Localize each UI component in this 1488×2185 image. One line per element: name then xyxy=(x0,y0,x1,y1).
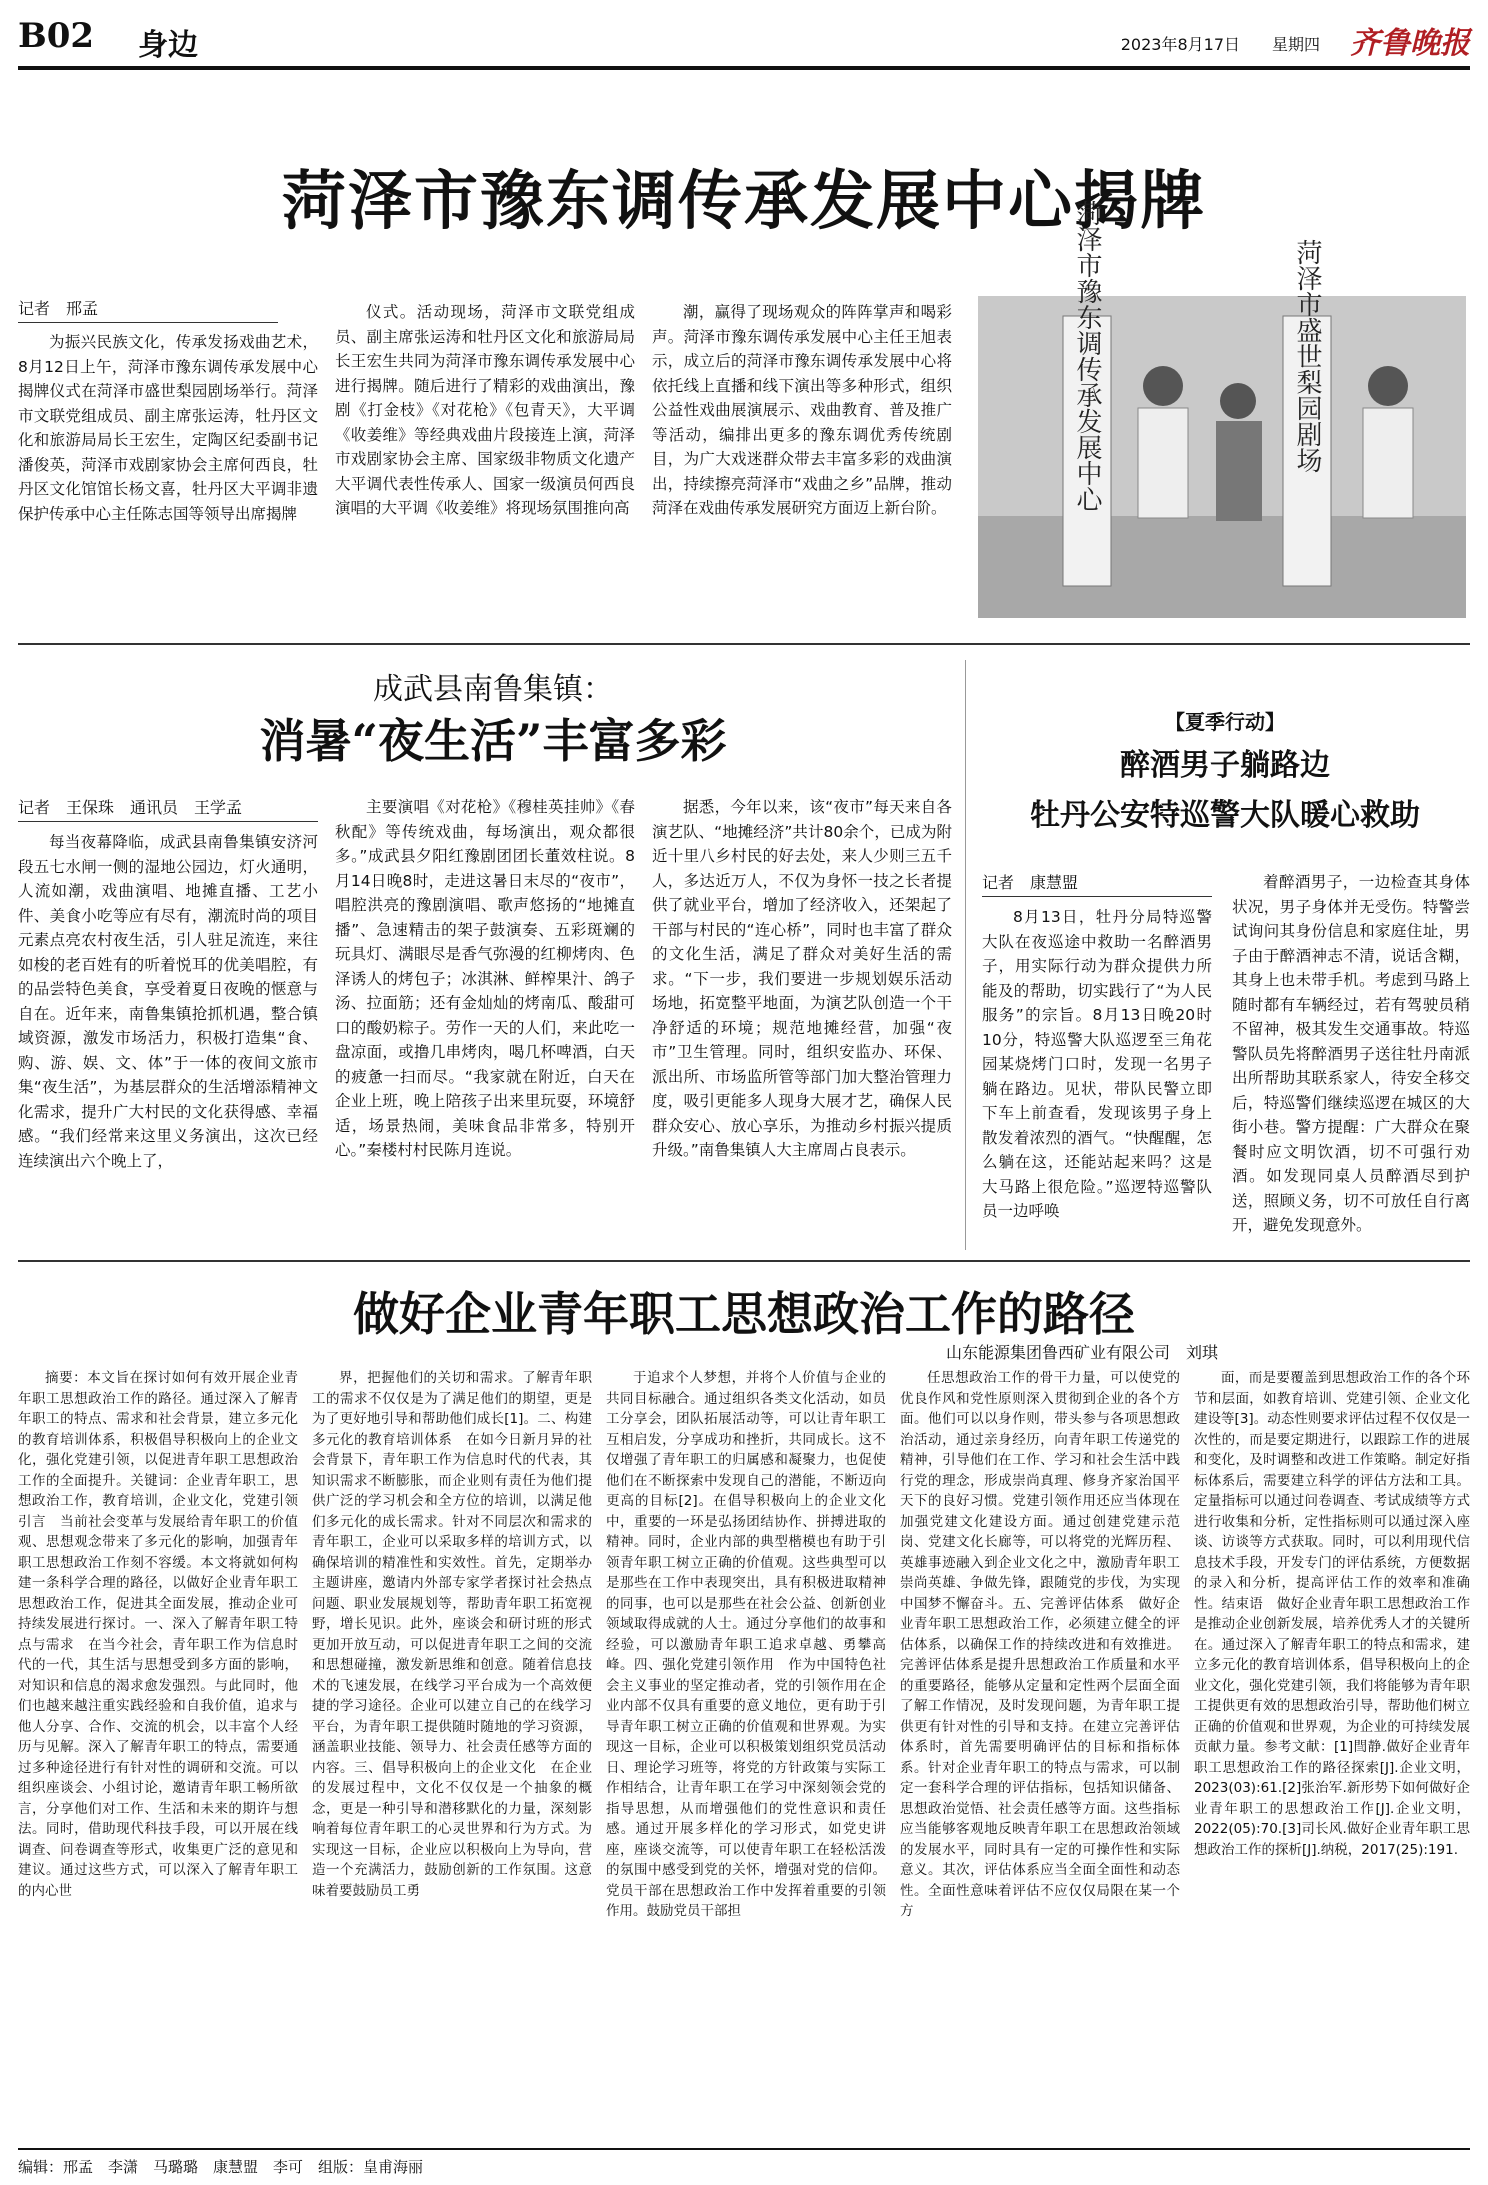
issue-weekday: 星期四 xyxy=(1271,35,1320,54)
page-header xyxy=(18,10,1470,70)
article3-headline2: 牡丹公安特巡警大队暖心救助 xyxy=(1030,798,1420,833)
article3-byline: 记者 康慧盟 xyxy=(982,870,1212,897)
article2-headline: 消暑“夜生活”丰富多彩 xyxy=(259,714,727,768)
article2-kicker: 成武县南鲁集镇： xyxy=(373,672,613,707)
divider xyxy=(18,643,1470,645)
masthead-logo: 齐鲁晚报 xyxy=(1350,26,1470,61)
issue-date: 2023年8月17日 xyxy=(1120,35,1240,54)
article4-col2: 界，把握他们的关切和需求。了解青年职工的需求不仅仅是为了满足他们的期望，更是为了更好地引导和帮助他们成长[1]。二、构建多元化的教育培训体系 在如今日新月异的社会背景下，青年职工作为信息时代的代表，其知识需求不断膨胀，而企业则有责任为他们提供广泛的学习机会和全方位的培训，以满足他们多元化的成长需求。针对不同层次和需求的青年职工，企业可以采取多样的培训方式，以确保培训的精准性和实效性。首先，定期举办主题讲座，邀请内外部专家学者探讨社会热点问题、职业发展规划等，帮助青年职工拓宽视野，增长见识。此外，座谈会和研讨班的形式更加开放互动，可以促进青年职工之间的交流和思想碰撞，激发新思维和创意。随着信息技术的飞速发展，在线学习平台成为一个高效便捷的学习途径。企业可以建立自己的在线学习平台，为青年职工提供随时随地的学习资源，涵盖职业技能、领导力、社会责任感等方面的内容。三、倡导积极向上的企业文化 在企业的发展过程中，文化不仅仅是一个抽象的概念，更是一种引导和潜移默化的力量，深刻影响着每位青年职工的心灵世界和行为方式。为实现这一目标，企业应以积极向上为导向，营造一个充满活力，鼓励创新的工作氛围。这意味着要鼓励员工勇 xyxy=(312,1370,592,1899)
article2-col1: 每当夜幕降临，成武县南鲁集镇安济河段五七水闸一侧的湿地公园边，灯火通明，人流如潮，戏曲演唱、地摊直播、工艺小件、美食小吃等应有尽有，潮流时尚的项目元素点亮农村夜生活，引人驻足流连，来往如梭的老百姓有的听着悦耳的优美唱腔，有的品尝特色美食，享受着夏日夜晚的惬意与自在。近年来，南鲁集镇抢抓机遇，整合镇域资源，激发市场活力，积极打造集“食、购、游、娱、文、体”于一体的夜间文旅市集“夜生活”，为基层群众的生活增添精神文化需求，提升广大村民的文化获得感、幸福感。“我们经常来这里义务演出，这次已经连续演出六个晚上了， xyxy=(18,833,318,1170)
article4-col5: 面，而是要覆盖到思想政治工作的各个环节和层面，如教育培训、党建引领、企业文化建设等[3]。动态性则要求评估过程不仅仅是一次性的，而是要定期进行，以跟踪工作的进展和变化，及时调整和改进工作策略。制定好指标体系后，需要建立科学的评估方法和工具。定量指标可以通过问卷调查、考试成绩等方式进行收集和分析，定性指标则可以通过深入座谈、访谈等方式获取。同时，可以利用现代信息技术手段，开发专门的评估系统，方便数据的录入和分析，提高评估工作的效率和准确性。结束语 做好企业青年职工思想政治工作是推动企业创新发展，培养优秀人才的关键所在。通过深入了解青年职工的特点和需求，建立多元化的教育培训体系，倡导积极向上的企业文化，强化党建引领，我们将能够为青年职工提供更有效的思想政治引导，帮助他们树立正确的价值观和世界观，为企业的可持续发展贡献力量。参考文献：[1]閆静.做好企业青年职工思想政治工作的路径探索[J].企业文明，2023(03):61.[2]张治军.新形势下如何做好企业青年职工的思想政治工作[J].企业文明，2022(05):70.[3]司长风.做好企业青年职工思想政治工作的探析[J].纳税，2017(25):191. xyxy=(1194,1370,1470,1858)
article3-headline1: 醉酒男子躺路边 xyxy=(1120,748,1330,783)
article4-headline: 做好企业青年职工思想政治工作的路径 xyxy=(353,1287,1135,1341)
article1-col3: 潮，赢得了现场观众的阵阵掌声和喝彩声。菏泽市豫东调传承发展中心主任王旭表示，成立后的菏泽市豫东调传承发展中心将依托线上直播和线下演出等多种形式，组织公益性戏曲展演展示、戏曲教育、普及推广等活动，编排出更多的豫东调优秀传统剧目，为广大戏迷群众带去丰富多彩的戏曲演出，持续擦亮菏泽市“戏曲之乡”品牌，推动菏泽在戏曲传承发展研究方面迈上新台阶。 xyxy=(652,303,952,517)
page-code: B02 xyxy=(18,16,95,56)
article3-tag: 【夏季行动】 xyxy=(1165,710,1285,734)
article4-col3: 于追求个人梦想，并将个人价值与企业的共同目标融合。通过组织各类文化活动，如员工分享会，团队拓展活动等，可以让青年职工互相启发，分享成功和挫折，共同成长。这不仅增强了青年职工的归属感和凝聚力，也促使他们在不断探索中发现自己的潜能，不断迈向更高的目标[2]。在倡导积极向上的企业文化中，重要的一环是弘扬团结协作、拼搏进取的精神。同时，企业内部的典型楷模也有助于引领青年职工树立正确的价值观。这些典型可以是那些在工作中表现突出，具有积极进取精神的同事，也可以是那些在社会公益、创新创业领域取得成就的人士。通过分享他们的故事和经验，可以激励青年职工追求卓越、勇攀高峰。四、强化党建引领作用 作为中国特色社会主义事业的坚定推动者，党的引领作用在企业内部不仅具有重要的意义地位，更有助于引导青年职工树立正确的价值观和世界观。为实现这一目标，企业可以积极策划组织党员活动日、理论学习班等，将党的方针政策与实际工作相结合，让青年职工在学习中深刻领会党的指导思想，从而增强他们的党性意识和责任感。通过开展多样化的学习形式，如党史讲座，座谈交流等，可以使青年职工在轻松活泼的氛围中感受到党的关怀，增强对党的信仰。党员干部在思想政治工作中发挥着重要的引领作用。鼓励党员干部担 xyxy=(606,1370,886,1919)
svg-text:菏泽市豫东调传承发展中心: 菏泽市豫东调传承发展中心 xyxy=(1072,200,1102,512)
column-divider xyxy=(965,660,966,1250)
divider xyxy=(18,1260,1470,1262)
article2-byline: 记者 王保珠 通讯员 王学孟 xyxy=(18,795,318,822)
article4-author: 山东能源集团鲁西矿业有限公司 刘琪 xyxy=(945,1343,1218,1362)
article2-col3: 据悉，今年以来，该“夜市”每天来自各演艺队、“地摊经济”共计80余个，已成为附近十里八乡村民的好去处，来人少则三五千人，多达近万人，不仅为身怀一技之长者提供了就业平台，增加了经济收入，还架起了干部与村民的“连心桥”，同时也丰富了群众的文化生活，满足了群众对美好生活的需求。“下一步，我们要进一步规划娱乐活动场地，拓宽整平地面，为演艺队创造一个干净舒适的环境；规范地摊经营，加强“夜市”卫生管理。同时，组织安监办、环保、派出所、市场监所管等部门加大整治管理力度，吸引更能多人现身大展才艺，确保人民群众安心、放心享乐，为推动乡村振兴提质升级。”南鲁集镇人大主席周占良表示。 xyxy=(652,798,952,1159)
article1-col1: 为振兴民族文化，传承发扬戏曲艺术，8月12日上午，菏泽市豫东调传承发展中心揭牌仪式在菏泽市盛世梨园剧场举行。菏泽市文联党组成员、副主席张运涛，牡丹区文化和旅游局局长王宏生，定陶区纪委副书记潘俊英，菏泽市戏剧家协会主席何西良，牡丹区文化馆馆长杨文喜，牡丹区大平调非遗保护传承中心主任陈志国等领导出席揭牌 xyxy=(18,333,318,523)
article1-byline: 记者 邢孟 xyxy=(18,296,278,323)
article4-col4: 任思想政治工作的骨干力量，可以使党的优良作风和党性原则深入贯彻到企业的各个方面。他们可以以身作则，带头参与各项思想政治活动，通过亲身经历，向青年职工传递党的精神，引导他们在工作、学习和社会生活中践行党的理念，形成崇尚真理、修身齐家治国平天下的良好习惯。党建引领作用还应当体现在加强党建文化建设方面。通过创建党建示范岗、党建文化长廊等，可以将党的光辉历程、英雄事迹融入到企业文化之中，激励青年职工崇尚英雄、争做先锋，跟随党的步伐，为实现中国梦不懈奋斗。五、完善评估体系 做好企业青年职工思想政治工作，必须建立健全的评估体系，以确保工作的持续改进和有效推进。完善评估体系是提升思想政治工作质量和水平的重要路径，能够从定量和定性两个层面全面了解工作情况，及时发现问题，为青年职工提供更有针对性的引导和支持。在建立完善评估体系时，首先需要明确评估的目标和指标体系。针对企业青年职工的特点与需求，可以制定一套科学合理的评估指标，包括知识储备、思想政治觉悟、社会责任感等方面。这些指标应当能够客观地反映青年职工在思想政治领域的发展水平，同时具有一定的可操作性和实际意义。其次，评估体系应当全面全面性和动态性。全面性意味着评估不应仅仅局限在某一个方 xyxy=(900,1370,1180,1919)
article3-col2: 着醉酒男子，一边检查其身体状况，男子身体并无受伤。特警尝试询问其身份信息和家庭住址，男子由于醉酒神志不清，说话含糊，其身上也未带手机。考虑到马路上随时都有车辆经过，若有驾驶员稍不留神，极其发生交通事故。特巡警队员先将醉酒男子送往牡丹南派出所帮助其联系家人，待安全移交后，特巡警们继续巡逻在城区的大街小巷。警方提醒：广大群众在聚餐时应文明饮酒，切不可强行劝酒。如发现同桌人员醉酒尽到护送，照顾义务，切不可放任自行离开，避免发现意外。 xyxy=(1232,873,1470,1234)
unveiling-photo xyxy=(978,200,1466,618)
page-footer-credits: 编辑：邢孟 李潇 马璐璐 康慧盟 李可 组版：皇甫海丽 xyxy=(18,2148,1470,2177)
article1-headline: 菏泽市豫东调传承发展中心揭牌 xyxy=(282,164,1206,239)
article2-col2: 主要演唱《对花枪》《穆桂英挂帅》《春秋配》等传统戏曲，每场演出，观众都很多。”成武县夕阳红豫剧团团长董效柱说。8月14日晚8时，走进这暑日末尽的“夜市”，唱腔洪亮的豫剧演唱、歌声悠扬的“地摊直播”、急速精击的架子鼓演奏、五彩斑斓的玩具灯、满眼尽是香气弥漫的红柳烤肉、色泽诱人的烤包子；冰淇淋、鲜榨果汁、鸽子汤、拉面筋；还有金灿灿的烤南瓜、酸甜可口的酸奶粽子。劳作一天的人们，来此吃一盘凉面，或撸几串烤肉，喝几杯啤酒，白天的疲惫一扫而尽。“我家就在附近，白天在企业上班，晚上陪孩子出来里玩耍，环境舒适，场景热闹，美味食品非常多，特别开心。”秦楼村村民陈月连说。 xyxy=(335,798,635,1159)
article4-col1: 摘要：本文旨在探讨如何有效开展企业青年职工思想政治工作的路径。通过深入了解青年职工的特点、需求和社会背景，建立多元化的教育培训体系，积极倡导积极向上的企业文化，强化党建引领，以促进青年职工思想政治工作的全面提升。关键词：企业青年职工，思想政治工作，教育培训，企业文化，党建引领 引言 当前社会变革与发展给青年职工的价值观、思想观念带来了多元化的影响，加强青年职工思想政治工作刻不容缓。本文将就如何构建一条科学合理的路径，以做好企业青年职工思想政治工作，促进其全面发展，推动企业可持续发展进行探讨。一、深入了解青年职工特点与需求 在当今社会，青年职工作为信息时代的一代，其生活与思想受到多方面的影响，对知识和信息的渴求愈发强烈。与此同时，他们也越来越注重实践经验和自我价值，追求与他人分享、合作、交流的机会，以丰富个人经历与见解。深入了解青年职工的特点，需要通过多种途径进行有针对性的调研和交流。可以组织座谈会、小组讨论，邀请青年职工畅所欲言，分享他们对工作、生活和未来的期许与想法。同时，借助现代科技手段，可以开展在线调查、问卷调查等形式，收集更广泛的意见和建议。通过这些方式，可以深入了解青年职工的内心世 xyxy=(18,1370,312,1899)
section-name: 身边 xyxy=(138,28,198,63)
svg-text:菏泽市盛世梨园剧场: 菏泽市盛世梨园剧场 xyxy=(1292,239,1322,473)
article3-col1: 8月13日，牡丹分局特巡警大队在夜巡途中救助一名醉酒男子，用实际行动为群众提供力所能及的帮助，切实践行了“为人民服务”的宗旨。8月13日晚20时10分，特巡警大队巡逻至三角花园某烧烤门口时，发现一名男子躺在路边。见状，带队民警立即下车上前查看，发现该男子身上散发着浓烈的酒气。“快醒醒，怎么躺在这，还能站起来吗？这是大马路上很危险。”巡逻特巡警队员一边呼唤 xyxy=(982,908,1212,1220)
article1-col2: 仪式。活动现场，菏泽市文联党组成员、副主席张运涛和牡丹区文化和旅游局局长王宏生共同为菏泽市豫东调传承发展中心进行揭牌。随后进行了精彩的戏曲演出，豫剧《打金枝》《对花枪》《包青天》，大平调《收姜维》等经典戏曲片段接连上演，菏泽市戏剧家协会主席、国家级非物质文化遗产大平调代表性传承人、国家一级演员何西良演唱的大平调《收姜维》将现场氛围推向高 xyxy=(335,303,635,517)
